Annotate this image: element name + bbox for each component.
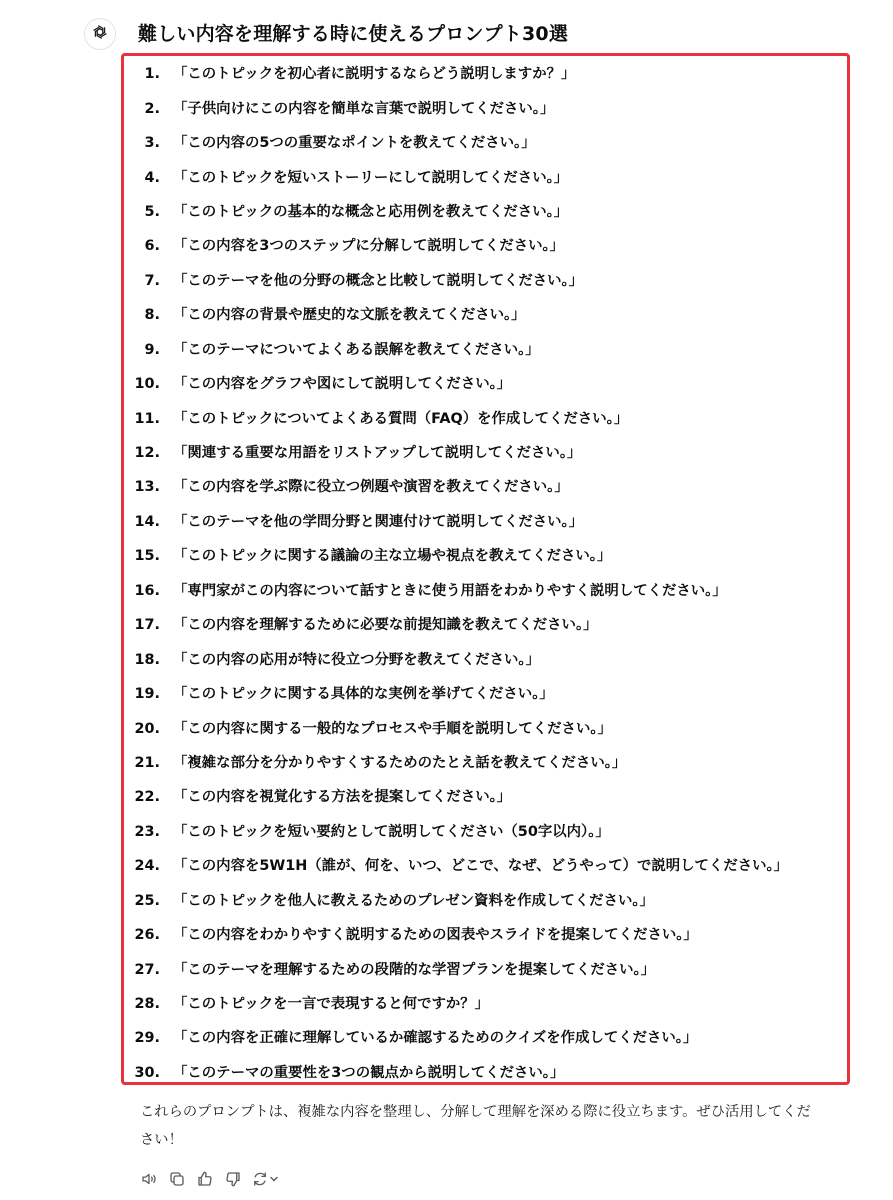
- prompt-number: 13.: [134, 479, 160, 496]
- prompt-list: [124, 57, 788, 1090]
- speaker-icon: [140, 1170, 158, 1188]
- prompt-number: 2.: [144, 100, 160, 117]
- prompt-number: 8.: [144, 307, 160, 324]
- message-action-bar: [138, 1168, 280, 1190]
- prompt-number: 14.: [134, 513, 160, 530]
- prompt-list-item: [124, 229, 788, 263]
- prompt-text: 「この内容の5つの重要なポイントを教えてください。」: [173, 135, 536, 152]
- prompt-list-item: [124, 815, 788, 849]
- prompt-text: 「このテーマを他の分野の概念と比較して説明してください。」: [173, 272, 584, 289]
- copy-button[interactable]: [166, 1168, 188, 1190]
- prompt-list-item: [124, 470, 788, 504]
- prompt-list-item: [124, 711, 788, 745]
- prompt-text: 「このテーマについてよくある誤解を教えてください。」: [173, 341, 540, 358]
- prompt-list-item: [124, 849, 788, 883]
- prompt-text: 「子供向けにこの内容を簡単な言葉で説明してください。」: [173, 100, 555, 117]
- bad-response-button[interactable]: [222, 1168, 244, 1190]
- prompt-list-item: [124, 367, 788, 401]
- prompt-number: 11.: [134, 410, 160, 427]
- prompt-list-item: [124, 126, 788, 160]
- prompt-list-item: [124, 608, 788, 642]
- prompt-number: 22.: [134, 789, 160, 806]
- prompt-text: 「この内容の応用が特に役立つ分野を教えてください。」: [173, 651, 540, 668]
- prompt-list-item: [124, 574, 788, 608]
- prompt-number: 18.: [134, 651, 160, 668]
- prompt-number: 27.: [134, 961, 160, 978]
- prompt-list-item: [124, 952, 788, 986]
- prompt-number: 24.: [134, 858, 160, 875]
- prompt-number: 12.: [134, 445, 160, 462]
- prompt-number: 15.: [134, 548, 160, 565]
- thumbs-up-icon: [196, 1170, 214, 1188]
- prompt-text: 「この内容を学ぶ際に役立つ例題や演習を教えてください。」: [173, 479, 569, 496]
- good-response-button[interactable]: [194, 1168, 216, 1190]
- prompt-text: 「このテーマを理解するための段階的な学習プランを提案してください。」: [173, 961, 656, 978]
- read-aloud-button[interactable]: [138, 1168, 160, 1190]
- prompt-list-item: [124, 539, 788, 573]
- prompt-number: 19.: [134, 686, 160, 703]
- prompt-number: 3.: [144, 135, 160, 152]
- prompt-number: 21.: [134, 754, 160, 771]
- prompt-list-item: [124, 160, 788, 194]
- prompt-text: 「このトピックの基本的な概念と応用例を教えてください。」: [173, 203, 569, 220]
- prompt-number: 9.: [144, 341, 160, 358]
- prompt-text: 「この内容を正確に理解しているか確認するためのクイズを作成してください。」: [173, 1030, 698, 1047]
- prompt-number: 26.: [134, 927, 160, 944]
- prompt-list-item: [124, 57, 788, 91]
- prompt-list-item: [124, 91, 788, 125]
- prompt-list-item: [124, 918, 788, 952]
- prompt-list-item: [124, 780, 788, 814]
- prompt-number: 28.: [134, 996, 160, 1013]
- regenerate-icon: [251, 1170, 269, 1188]
- prompt-text: 「このトピックを初心者に説明するならどう説明しますか？」: [173, 66, 576, 83]
- prompt-number: 5.: [144, 203, 160, 220]
- prompt-number: 10.: [134, 376, 160, 393]
- prompt-list-item: [124, 333, 788, 367]
- prompt-list-item: [124, 1056, 788, 1090]
- prompt-number: 25.: [134, 892, 160, 909]
- prompt-list-item: [124, 298, 788, 332]
- prompt-number: 4.: [144, 169, 160, 186]
- prompt-number: 7.: [144, 272, 160, 289]
- prompt-list-item: [124, 677, 788, 711]
- prompt-text: 「関連する重要な用語をリストアップして説明してください。」: [173, 445, 582, 462]
- openai-logo-icon: [90, 22, 110, 46]
- message-footer-text: これらのプロンプトは、複雑な内容を整理し、分解して理解を深める際に役立ちます。ぜひ活用してください！: [140, 1104, 811, 1148]
- prompt-list-item: [124, 642, 788, 676]
- prompt-list-item: [124, 746, 788, 780]
- prompt-text: 「この内容の背景や歴史的な文脈を教えてください。」: [173, 307, 526, 324]
- prompt-list-item: [124, 195, 788, 229]
- prompt-text: 「この内容をグラフや図にして説明してください。」: [173, 376, 512, 393]
- prompt-number: 20.: [134, 720, 160, 737]
- prompt-number: 29.: [134, 1030, 160, 1047]
- prompt-list-item: [124, 264, 788, 298]
- prompt-text: 「専門家がこの内容について話すときに使う用語をわかりやすく説明してください。」: [173, 582, 727, 599]
- prompt-text: 「複雑な部分を分かりやすくするためのたとえ話を教えてください。」: [173, 754, 627, 771]
- prompt-text: 「この内容をわかりやすく説明するための図表やスライドを提案してください。」: [173, 927, 698, 944]
- prompt-text: 「この内容を視覚化する方法を提案してください。」: [173, 789, 512, 806]
- prompt-text: 「この内容を5W1H（誰が、何を、いつ、どこで、なぜ、どうやって）で説明してください。」: [173, 858, 789, 875]
- prompt-text: 「このトピックを短いストーリーにして説明してください。」: [173, 169, 569, 186]
- copy-icon: [168, 1170, 186, 1188]
- prompt-list-item: [124, 884, 788, 918]
- regenerate-button[interactable]: [250, 1168, 280, 1190]
- prompt-text: 「このトピックを短い要約として説明してください（50字以内）。」: [173, 823, 610, 840]
- prompt-text: 「このトピックについてよくある質問（FAQ）を作成してください。」: [173, 410, 629, 427]
- thumbs-down-icon: [224, 1170, 242, 1188]
- prompt-text: 「このテーマの重要性を3つの観点から説明してください。」: [173, 1064, 565, 1081]
- prompt-number: 17.: [134, 617, 160, 634]
- chevron-down-icon: [269, 1174, 279, 1184]
- prompt-list-item: [124, 401, 788, 435]
- prompt-list-item: [124, 505, 788, 539]
- prompt-number: 1.: [144, 66, 160, 83]
- assistant-avatar: [84, 18, 116, 50]
- prompt-text: 「この内容を3つのステップに分解して説明してください。」: [173, 238, 565, 255]
- prompt-number: 30.: [134, 1064, 160, 1081]
- prompt-list-item: [124, 1021, 788, 1055]
- message-title: 難しい内容を理解する時に使えるプロンプト30選: [138, 23, 569, 45]
- prompt-number: 16.: [134, 582, 160, 599]
- prompt-text: 「このテーマを他の学問分野と関連付けて説明してください。」: [173, 513, 584, 530]
- prompt-text: 「この内容を理解するために必要な前提知識を教えてください。」: [173, 617, 598, 634]
- prompt-text: 「このトピックを他人に教えるためのプレゼン資料を作成してください。」: [173, 892, 654, 909]
- prompt-text: 「このトピックに関する議論の主な立場や視点を教えてください。」: [173, 548, 612, 565]
- prompt-number: 23.: [134, 823, 160, 840]
- prompt-text: 「このトピックに関する具体的な実例を挙げてください。」: [173, 686, 554, 703]
- prompt-number: 6.: [144, 238, 160, 255]
- prompt-text: 「この内容に関する一般的なプロセスや手順を説明してください。」: [173, 720, 612, 737]
- prompt-list-item: [124, 436, 788, 470]
- prompt-text: 「このトピックを一言で表現すると何ですか？」: [173, 996, 490, 1013]
- prompt-list-item: [124, 987, 788, 1021]
